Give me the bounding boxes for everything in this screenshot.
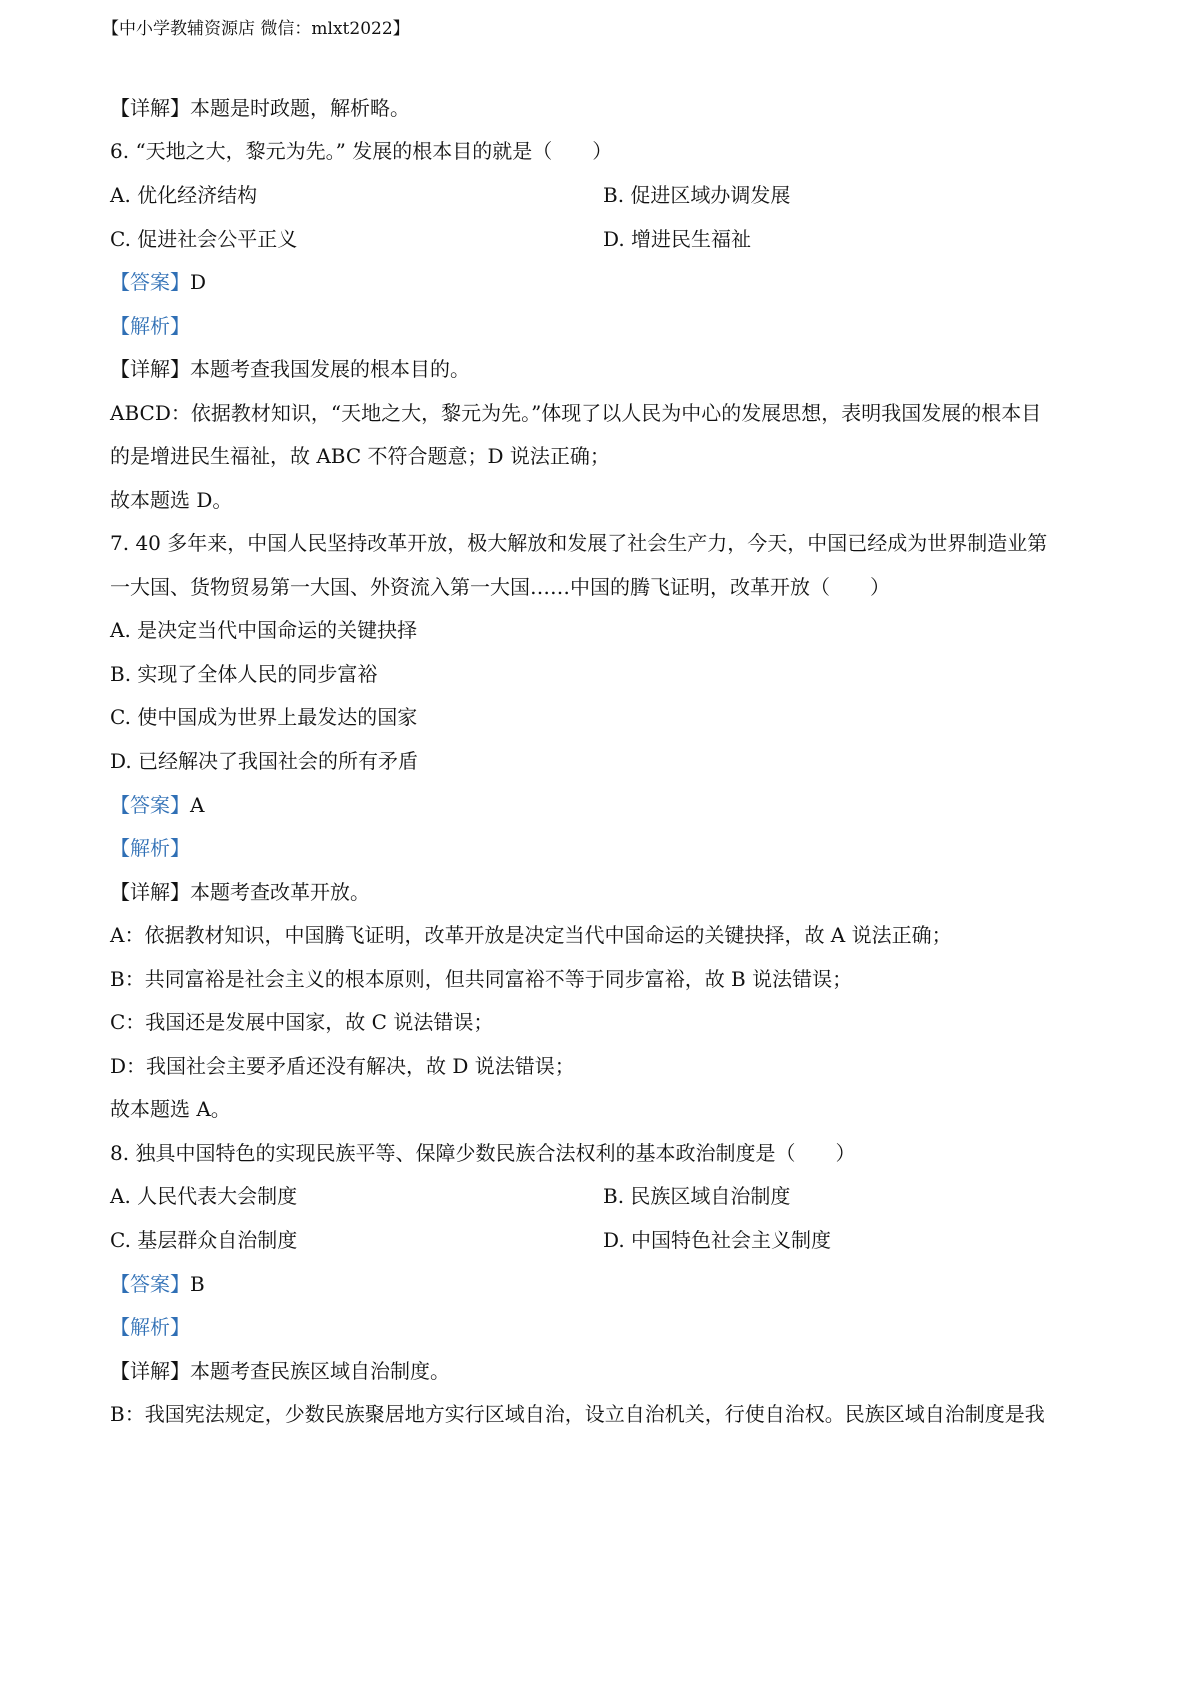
q6-option-a: A. 优化经济结构 bbox=[110, 183, 258, 207]
q7-option-d: D. 已经解决了我国社会的所有矛盾 bbox=[110, 749, 419, 773]
q8-option-c: C. 基层群众自治制度 bbox=[110, 1228, 298, 1252]
q6-answer bbox=[110, 269, 206, 295]
q8-question: 8. 独具中国特色的实现民族平等、保障少数民族合法权利的基本政治制度是（ ） bbox=[110, 1141, 856, 1165]
q6-analysis-label: 【解析】 bbox=[110, 314, 190, 338]
q7-conclusion: 故本题选 A。 bbox=[110, 1097, 231, 1121]
q6-option-b: B. 促进区域办调发展 bbox=[603, 183, 791, 207]
q8-option-d: D. 中国特色社会主义制度 bbox=[603, 1228, 832, 1252]
q8-answer bbox=[110, 1271, 205, 1297]
q7-detail: 【详解】本题考查改革开放。 bbox=[110, 880, 370, 904]
answer-value: D bbox=[190, 270, 207, 294]
q7-option-c: C. 使中国成为世界上最发达的国家 bbox=[110, 705, 418, 729]
answer-label: 【答案】 bbox=[110, 1272, 190, 1296]
page-header: 【中小学教辅资源店 微信：mlxt2022】 bbox=[102, 19, 410, 39]
q8-option-b: B. 民族区域自治制度 bbox=[603, 1184, 791, 1208]
q5-detail: 【详解】本题是时政题，解析略。 bbox=[110, 96, 410, 120]
q7-option-b: B. 实现了全体人民的同步富裕 bbox=[110, 662, 378, 686]
q6-option-c: C. 促进社会公平正义 bbox=[110, 227, 298, 251]
answer-value: A bbox=[190, 793, 205, 817]
q7-analysis-label: 【解析】 bbox=[110, 836, 190, 860]
q7-explanation-a: A：依据教材知识，中国腾飞证明，改革开放是决定当代中国命运的关键抉择，故 A 说法正确； bbox=[110, 923, 952, 947]
answer-value: B bbox=[190, 1272, 205, 1296]
q7-explanation-b: B：共同富裕是社会主义的根本原则，但共同富裕不等于同步富裕，故 B 说法错误； bbox=[110, 967, 853, 991]
q6-explanation-2: 的是增进民生福祉，故 ABC 不符合题意；D 说法正确； bbox=[110, 444, 610, 468]
answer-label: 【答案】 bbox=[110, 270, 190, 294]
q8-option-a: A. 人民代表大会制度 bbox=[110, 1184, 298, 1208]
q7-question-2: 一大国、货物贸易第一大国、外资流入第一大国……中国的腾飞证明，改革开放（ ） bbox=[110, 575, 890, 599]
q7-option-a: A. 是决定当代中国命运的关键抉择 bbox=[110, 618, 418, 642]
q7-explanation-c: C：我国还是发展中国家，故 C 说法错误； bbox=[110, 1010, 494, 1034]
q7-question-1: 7. 40 多年来，中国人民坚持改革开放，极大解放和发展了社会生产力，今天，中国已经成为世界制造业第 bbox=[110, 531, 1048, 555]
q8-analysis-label: 【解析】 bbox=[110, 1315, 190, 1339]
answer-label: 【答案】 bbox=[110, 793, 190, 817]
q6-detail: 【详解】本题考查我国发展的根本目的。 bbox=[110, 357, 470, 381]
q8-detail: 【详解】本题考查民族区域自治制度。 bbox=[110, 1359, 450, 1383]
q6-question: 6. “天地之大，黎元为先。” 发展的根本目的就是（ ） bbox=[110, 139, 613, 163]
q8-explanation-b: B：我国宪法规定，少数民族聚居地方实行区域自治，设立自治机关，行使自治权。民族区域自治制度是我 bbox=[110, 1402, 1045, 1426]
q6-conclusion: 故本题选 D。 bbox=[110, 488, 233, 512]
q6-explanation-1: ABCD：依据教材知识，“天地之大，黎元为先。”体现了以人民为中心的发展思想，表明我国发展的根本目 bbox=[110, 401, 1042, 425]
q7-answer bbox=[110, 792, 204, 818]
q7-explanation-d: D：我国社会主要矛盾还没有解决，故 D 说法错误； bbox=[110, 1054, 575, 1078]
q6-option-d: D. 增进民生福祉 bbox=[603, 227, 752, 251]
